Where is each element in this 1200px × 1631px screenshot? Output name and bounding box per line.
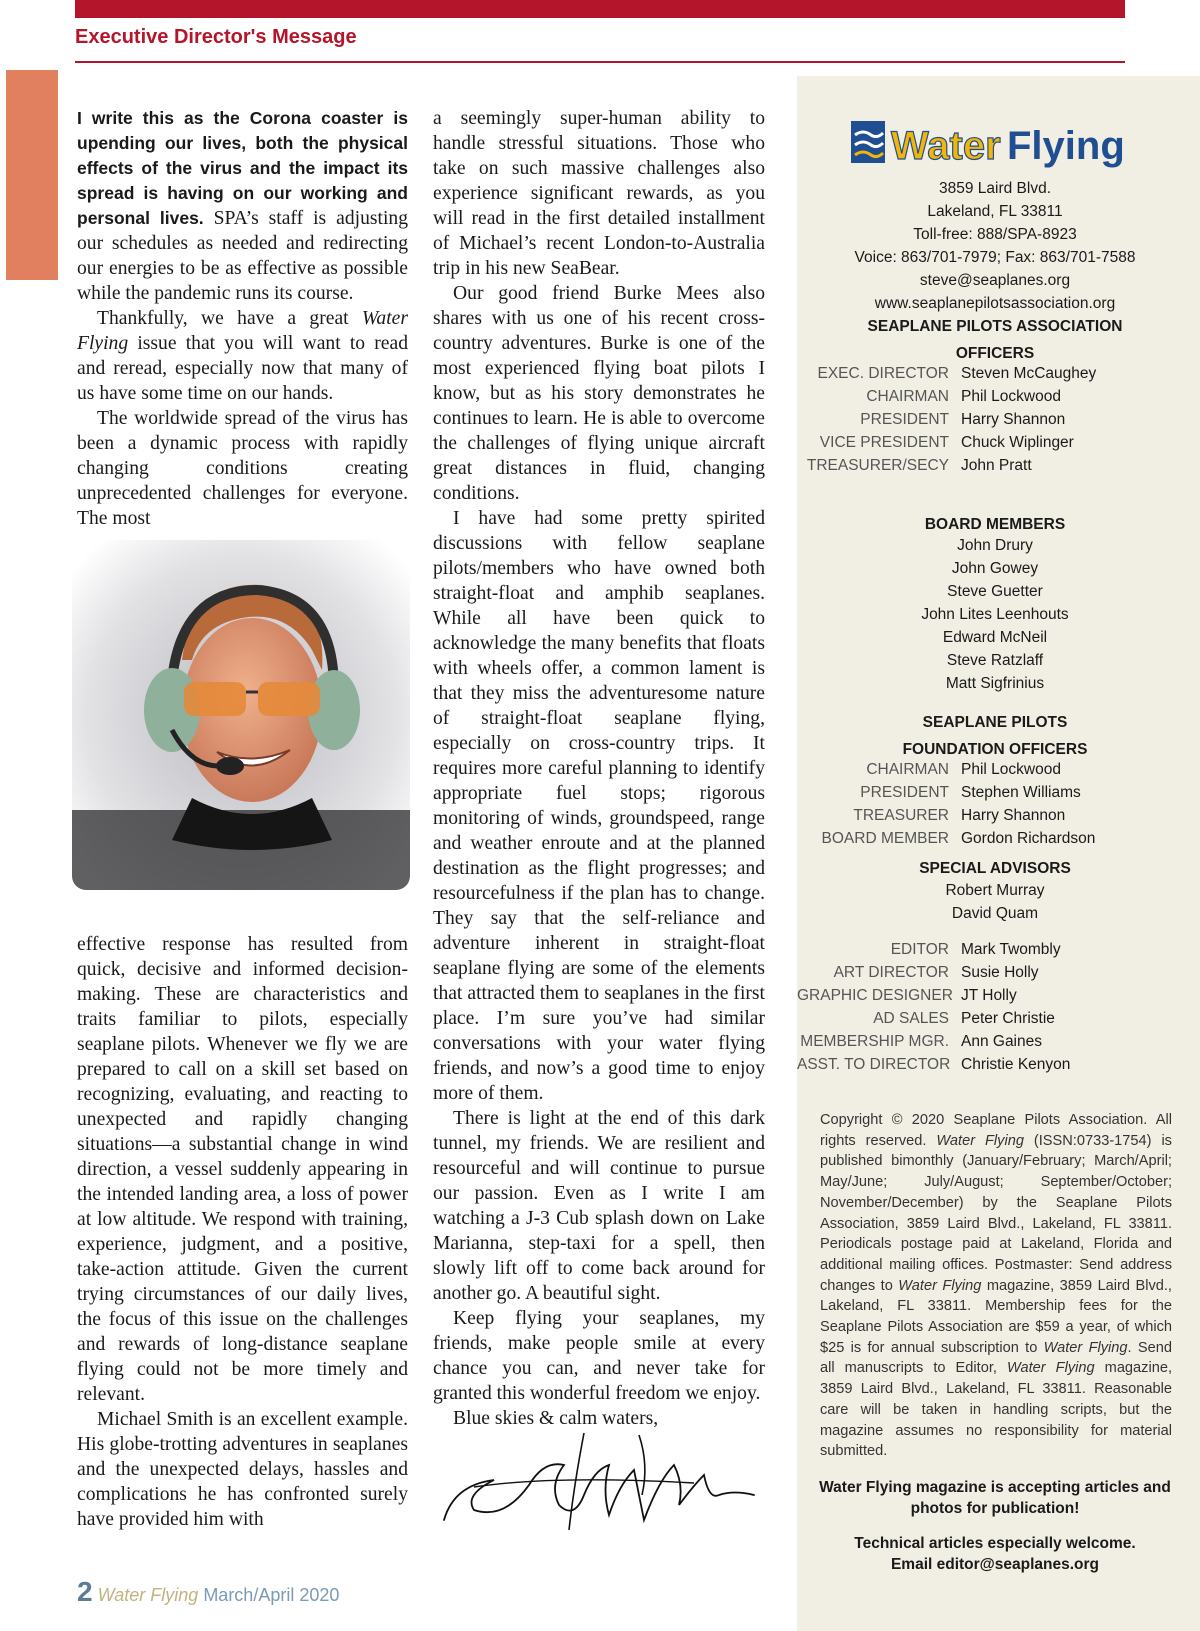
portrait-illustration <box>72 540 410 890</box>
water-flying-logo <box>847 107 1147 177</box>
staff-row: EDITOR Mark Twombly <box>890 941 1061 958</box>
officer-row: VICE PRESIDENT Chuck Wiplinger <box>819 434 1074 451</box>
lead-paragraph: I write this as the Corona coaster is upending our lives, both the physical effects of the virus and the impact its spread is having on our working and personal lives. SPA’s staff is adjusting our schedules as needed and redirecting our energies to be as effective as possible while the pandemic runs its course. <box>77 108 408 304</box>
board-member: Matt Sigfrinius <box>945 675 1045 692</box>
paragraph: effective response has resulted from quick, decisive and informed decision-making. These are characteristics and traits familiar to pilots, especially seaplane pilots. Whenever we fly we are prepared to call on a skill set based on recognizing, evaluating, and reacting to unexpected and rapidly changing situations—a substantial change in wind direction, a vessel suddenly appearing in the intended landing area, a loss of power at low altitude. We respond with training, experience, judgment, and a positive, take-action attitude. Given the current trying circumstances of our daily lives, the focus of this issue on the challenges and rewards of long-distance seaplane flying could not be more timely and relevant. <box>77 934 408 1405</box>
signature <box>434 1425 764 1535</box>
advisor: Robert Murray <box>945 882 1045 899</box>
masthead-sidebar <box>797 76 1200 1631</box>
advisors-heading: SPECIAL ADVISORS <box>919 860 1071 877</box>
foundation-row: PRESIDENT Stephen Williams <box>860 784 1081 801</box>
foundation-row: TREASURER Harry Shannon <box>853 807 1066 824</box>
officers-list <box>797 362 1200 477</box>
board-member: Steve Guetter <box>947 583 1043 600</box>
advisors-list <box>797 879 1193 925</box>
logo-word-water: Water <box>891 124 1001 168</box>
officer-row: TREASURER/SECY John Pratt <box>806 457 1032 474</box>
paragraph: Michael Smith is an excellent example. His globe-trotting adventures in seaplanes and the unexpected delays, hassles and complications he has confronted surely have provided him with <box>77 1409 408 1530</box>
officers-heading: SEAPLANE PILOTS ASSOCIATION OFFICERS <box>867 318 1123 362</box>
section-title: Executive Director's Message <box>75 26 357 48</box>
board-member: Steve Ratzlaff <box>946 652 1044 669</box>
page-footer <box>77 1576 339 1608</box>
officer-row: EXEC. DIRECTOR Steven McCaughey <box>817 365 1097 382</box>
staff-row: MEMBERSHIP MGR. Ann Gaines <box>800 1033 1042 1050</box>
paragraph: There is light at the end of this dark tunnel, my friends. We are resilient and resourceful and will continue to pursue our passion. Even as I write I am watching a J-3 Cub splash down on Lake Marianna, step-taxi for a spell, then slowly lift off to come back around for another go. A beautiful sight. <box>433 1108 765 1304</box>
paragraph: I have had some pretty spirited discussions with fellow seaplane pilots/members who have owned both straight-float and amphib seaplanes. While all have been quick to acknowledge the many benefits that floats with wheels offer, a common lament is that they miss the adventuresome nature of straight-float seaplane flying, especially on cross-country trips. It requires more careful planning to identify appropriate fuel stops; rigorous monitoring of winds, groundspeed, range and weather enroute and at the planned destination as the flight progresses; and resourcefulness if the plan has to change. They say that the self-reliance and adventure inherent in straight-float seaplane flying are some of the elements that attracted them to seaplanes in the first place. I’m sure you’ve had similar conversations with your water flying friends, and now’s a good time to enjoy more of them. <box>433 508 765 1104</box>
staff-row: ART DIRECTOR Susie Holly <box>833 964 1039 981</box>
author-photo <box>72 540 410 890</box>
article-column-2 <box>433 106 765 1431</box>
article-column-1-bottom <box>77 932 408 1532</box>
advisor: David Quam <box>951 905 1039 922</box>
foundation-row: BOARD MEMBER Gordon Richardson <box>821 830 1096 847</box>
closing-line: Blue skies & calm waters, <box>453 1408 659 1429</box>
contact-email[interactable]: steve@seaplanes.org <box>919 272 1071 289</box>
top-red-bar <box>75 0 1125 18</box>
accent-block <box>6 70 58 280</box>
contact-address: 3859 Laird Blvd. Lakeland, FL 33811 Toll-free: 888/SPA-8923 Voice: 863/701-7979; Fax: 863/701-7588 steve@seaplanes.org www.seaplanepilotsassociation.org <box>797 177 1193 315</box>
footer-magazine: Water Flying <box>97 1585 199 1605</box>
foundation-row: CHAIRMAN Phil Lockwood <box>866 761 1061 778</box>
page-number: 2 <box>77 1576 93 1607</box>
logo-word-flying: Flying <box>1007 124 1125 168</box>
board-member: John Lites Leenhouts <box>921 606 1069 623</box>
paragraph: Thankfully, we have a great Water Flying issue that you will want to read and reread, especially now that many of us have some time on our hands. <box>77 308 408 404</box>
submissions-callout: Water Flying magazine is accepting articles and photos for publication! <box>819 1479 1171 1517</box>
staff-row: AD SALES Peter Christie <box>873 1010 1055 1027</box>
paragraph: Our good friend Burke Mees also shares with us one of his recent cross-country adventures. Burke is one of the most experienced flying boat pilots I know, but as his story demonstrates he continues to learn. He is able to overcome the challenges of flying unique aircraft great distances in fluid, changing conditions. <box>433 283 765 504</box>
editor-email[interactable]: Email editor@seaplanes.org <box>890 1556 1100 1573</box>
officer-row: CHAIRMAN Phil Lockwood <box>866 388 1061 405</box>
title-rule <box>75 61 1125 63</box>
board-member: John Gowey <box>951 560 1039 577</box>
officer-row: PRESIDENT Harry Shannon <box>860 411 1066 428</box>
lead-bold: I write this as the Corona coaster is upending our lives, both the physical effects of the virus and the impact its spread is having on our working and personal lives. <box>77 108 408 228</box>
copyright-notice: Copyright © 2020 Seaplane Pilots Association. All rights reserved. Water Flying (ISSN:0733-1754) is published bimonthly (January/February; March/April; May/June; July/August; September/October; November/December) by the Seaplane Pilots Association, 3859 Laird Blvd., Lakeland, FL 33811. Periodicals postage paid at Lakeland, Florida and additional mailing offices. Postmaster: Send address changes to Water Flying magazine, 3859 Laird Blvd., Lakeland, FL 33811. Membership fees for the Seaplane Pilots Association are $59 a year, of which $25 is for annual subscription to Water Flying. Send all manuscripts to Editor, Water Flying magazine, 3859 Laird Blvd., Lakeland, FL 33811. Reasonable care will be taken in handling scripts, but the magazine assumes no responsibility for material submitted. <box>820 1112 1172 1460</box>
foundation-heading: SEAPLANE PILOTS FOUNDATION OFFICERS <box>902 714 1088 758</box>
staff-row: ASST. TO DIRECTOR Christie Kenyon <box>797 1056 1071 1073</box>
board-member: John Drury <box>957 537 1033 554</box>
foundation-list <box>797 758 1200 850</box>
paragraph: a seemingly super-human ability to handle stressful situations. Those who take on such massive challenges also experience significant rewards, as you will read in the first detailed installment of Michael’s recent London-to-Australia trip in his new SeaBear. <box>433 108 765 279</box>
staff-list <box>797 938 1200 1076</box>
staff-row: GRAPHIC DESIGNER JT Holly <box>797 987 1017 1004</box>
technical-callout: Technical articles especially welcome. Email editor@seaplanes.org <box>797 1533 1193 1575</box>
paragraph: Keep flying your seaplanes, my friends, make people smile at every chance you can, and never take for granted this wonderful freedom we enjoy. <box>433 1308 765 1404</box>
board-member: Edward McNeil <box>942 629 1048 646</box>
contact-website[interactable]: www.seaplanepilotsassociation.org <box>874 295 1116 312</box>
article-column-1-top <box>77 106 408 531</box>
board-list <box>797 534 1193 695</box>
footer-issue: March/April 2020 <box>203 1585 340 1605</box>
board-heading: BOARD MEMBERS <box>924 516 1066 533</box>
paragraph: The worldwide spread of the virus has been a dynamic process with rapidly changing conditions creating unprecedented challenges for everyone. The most <box>77 408 408 529</box>
